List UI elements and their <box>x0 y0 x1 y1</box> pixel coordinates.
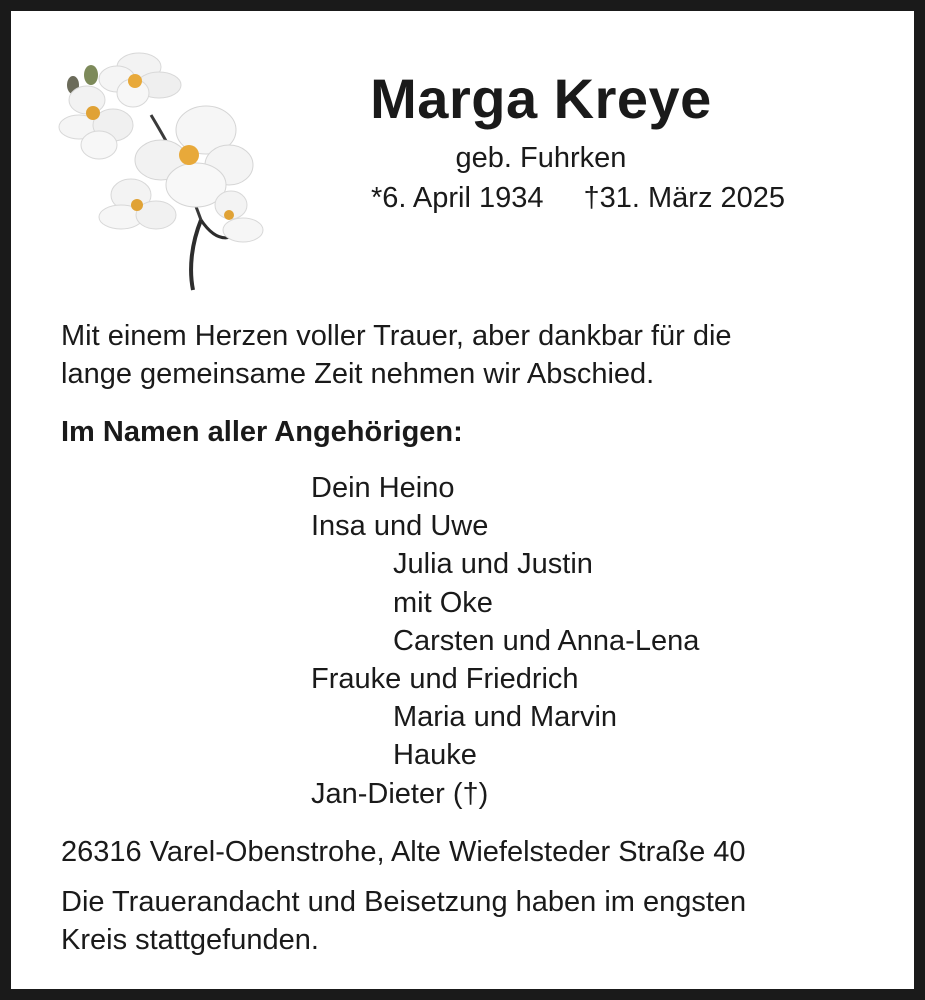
on-behalf-heading: Im Namen aller Angehörigen: <box>61 416 463 448</box>
family-member: Hauke <box>393 739 477 772</box>
closing-line-2: Kreis stattgefunden. <box>61 924 319 956</box>
family-member: Maria und Marvin <box>393 701 618 734</box>
orchid-image <box>51 45 271 295</box>
family-member: Julia und Justin <box>393 548 593 581</box>
family-member: Frauke und Friedrich <box>311 663 579 696</box>
life-dates <box>371 181 841 215</box>
family-member: Carsten und Anna-Lena <box>393 624 700 657</box>
closing-line-1: Die Trauerandacht und Beisetzung haben im engsten <box>61 886 747 918</box>
deceased-name: Marga Kreye <box>370 67 712 130</box>
family-member: Insa und Uwe <box>311 510 489 543</box>
family-list <box>311 469 699 813</box>
birth-date: *6. April 1934 <box>371 182 544 214</box>
message-line-1: Mit einem Herzen voller Trauer, aber dankbar für die <box>61 320 732 352</box>
message-line-2: lange gemeinsame Zeit nehmen wir Abschied. <box>61 358 655 390</box>
family-member: Jan-Dieter (†) <box>311 777 489 810</box>
family-member: Dein Heino <box>311 472 455 504</box>
address: 26316 Varel-Obenstrohe, Alte Wiefelsteder Straße 40 <box>61 836 746 868</box>
family-member: mit Oke <box>393 586 493 619</box>
death-date: †31. März 2025 <box>583 182 786 214</box>
maiden-name: geb. Fuhrken <box>455 142 627 174</box>
